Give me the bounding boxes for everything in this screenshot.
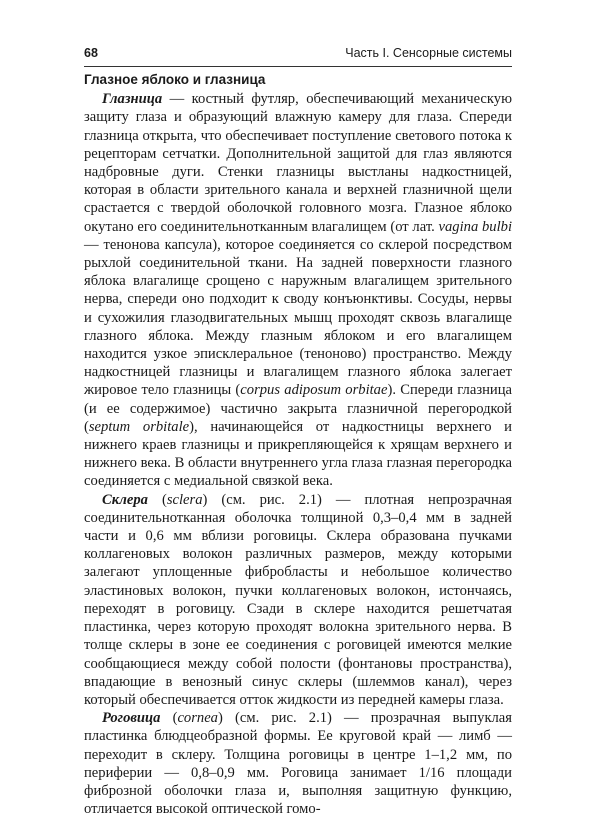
latin-term: vagina bulbi [438,218,512,235]
latin-term: corpus adiposum orbitae [240,382,388,399]
running-head [84,46,512,64]
latin-term: sclera [166,491,203,508]
paragraph-cornea [84,709,512,818]
paragraph-text: — костный футляр, обеспечивающий механическую защиту глаза и образующий влажную камеру для глаза. Спереди глазница открыта, что обеспечивает поступление светового потока к рецепторам сетчатки. Дополнительной защитой для глаз являются надбровные дуги. Стенки глазницы выстланы надкостницей, которая в области зрительного канала и верхней глазничной щели срастается с твердой оболочкой головного мозга. Глазное яблоко окутано его соединительнотканным влагалищем (от лат. [84,91,512,235]
header-rule [84,66,512,67]
paragraph-text: ( [160,710,178,727]
term-sclera: Склера [102,491,148,508]
section-heading: Глазное яблоко и глазница [84,72,266,87]
page-number: 68 [84,46,98,60]
paragraph-orbit [84,90,512,490]
latin-term: cornea [177,710,218,727]
part-title: Часть I. Сенсорные системы [345,46,512,60]
paragraph-text: ), начинающейся от надкостницы верхнего и нижнего краев глазницы и прикрепляющейся к хрящам верхнего и нижнего века. В области внутреннего угла глаза глазная перегородка соединяется с медиальной связкой века. [84,418,512,490]
paragraph-text: — тенонова капсула), которое соединяется со склерой посредством рыхлой соединительной ткани. На задней поверхности глазного яблока влагалище срощено с наружным влагалищем зрительного нерва, спереди оно подходит к своду конъюнктивы. Сосуды, нервы и сухожилия глазодвигательных мышц проходят сквозь влагалище глазного яблока. Между глазным яблоком и его влагалищем находится узкое эписклеральное (теноново) пространство. Между надкостницей глазницы и влагалищем глазного яблока залегает жировое тело глазницы ( [84,236,512,399]
paragraph-text: ). Спереди глазница (и ее содержимое) частично закрыта глазничной перегородкой ( [84,382,512,435]
page-content [84,71,512,818]
paragraph-text: ( [147,491,167,508]
latin-term: septum orbitale [88,418,190,435]
term-cornea: Роговица [102,710,161,727]
paragraph-text: ) (см. рис. 2.1) — прозрачная выпуклая пластинка блюдцеобразной формы. Ее круговой край — лимб — переходит в склеру. Толщина роговицы в центре 1–1,2 мм, по периферии — 0,8–0,9 мм. Роговица занимает 1/16 площади фиброзной оболочки глаза и, выполняя защитную функцию, отличается высокой оптической гомо- [84,710,513,818]
paragraph-sclera [84,491,512,709]
term-orbit: Глазница [102,91,163,108]
paragraph-text: ) (см. рис. 2.1) — плотная непрозрачная соединительнотканная оболочка толщиной 0,3–0,4 мм в задней части и 0,6 мм вблизи роговицы. Склера образована пучками коллагеновых волокон различных размеров, между которыми залегают уплощенные фибробласты и небольшое количество эластиновых волокон, пучки коллагеновых волокон, истончаясь, переходят в роговицу. Сзади в склере находится решетчатая пластинка, через которую проходят волокна зрительного нерва. В толще склеры в зоне ее соединения с роговицей имеются мелкие сообщающиеся между собой полости (фонтановы пространства), впадающие в венозный синус склеры (шлеммов канал), через который обеспечивается отток жидкости из передней камеры глаза. [84,491,512,708]
